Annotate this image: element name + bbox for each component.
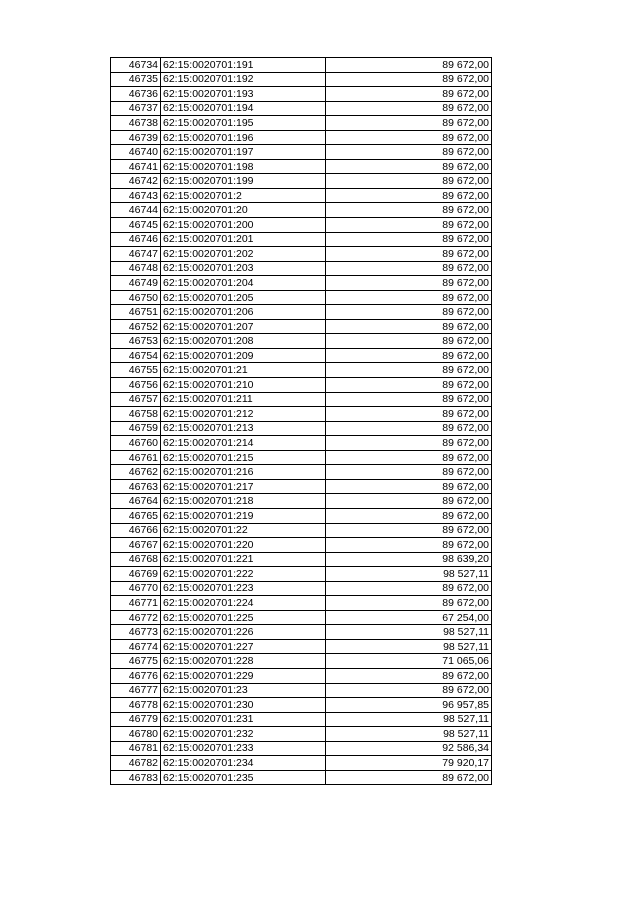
cadastral-number-cell: 62:15:0020701:204 [161,276,326,291]
row-number-cell: 46765 [111,508,161,523]
cadastral-number-cell: 62:15:0020701:223 [161,581,326,596]
cadastral-number-cell: 62:15:0020701:216 [161,465,326,480]
row-number-cell: 46781 [111,741,161,756]
row-number-cell: 46736 [111,87,161,102]
cadastral-number-cell: 62:15:0020701:228 [161,654,326,669]
cadastral-number-cell: 62:15:0020701:23 [161,683,326,698]
row-number-cell: 46742 [111,174,161,189]
cadastral-number-cell: 62:15:0020701:210 [161,378,326,393]
row-number-cell: 46780 [111,727,161,742]
row-number-cell: 46772 [111,610,161,625]
cadastral-value-cell: 98 527,11 [326,639,492,654]
cadastral-value-cell: 89 672,00 [326,363,492,378]
cadastral-number-cell: 62:15:0020701:203 [161,261,326,276]
cadastral-value-cell: 89 672,00 [326,145,492,160]
row-number-cell: 46766 [111,523,161,538]
row-number-cell: 46761 [111,450,161,465]
table-row [111,683,492,698]
cadastral-value-cell: 89 672,00 [326,450,492,465]
table-row [111,567,492,582]
cadastral-value-cell: 89 672,00 [326,232,492,247]
cadastral-value-cell: 89 672,00 [326,523,492,538]
cadastral-value-table [110,57,492,785]
cadastral-value-cell: 89 672,00 [326,218,492,233]
cadastral-value-cell: 89 672,00 [326,188,492,203]
row-number-cell: 46750 [111,290,161,305]
cadastral-number-cell: 62:15:0020701:219 [161,508,326,523]
cadastral-value-cell: 89 672,00 [326,465,492,480]
row-number-cell: 46769 [111,567,161,582]
table-row [111,174,492,189]
row-number-cell: 46768 [111,552,161,567]
row-number-cell: 46748 [111,261,161,276]
cadastral-value-cell: 79 920,17 [326,756,492,771]
table-row [111,232,492,247]
row-number-cell: 46738 [111,116,161,131]
table-row [111,610,492,625]
cadastral-number-cell: 62:15:0020701:205 [161,290,326,305]
table-body [111,58,492,785]
table-row [111,436,492,451]
cadastral-value-cell: 89 672,00 [326,508,492,523]
cadastral-number-cell: 62:15:0020701:206 [161,305,326,320]
row-number-cell: 46746 [111,232,161,247]
cadastral-value-cell: 89 672,00 [326,159,492,174]
table-row [111,58,492,73]
cadastral-number-cell: 62:15:0020701:222 [161,567,326,582]
row-number-cell: 46737 [111,101,161,116]
cadastral-value-cell: 89 672,00 [326,247,492,262]
table-row [111,378,492,393]
cadastral-number-cell: 62:15:0020701:224 [161,596,326,611]
row-number-cell: 46747 [111,247,161,262]
cadastral-value-cell: 98 527,11 [326,625,492,640]
cadastral-value-cell: 89 672,00 [326,305,492,320]
table-row [111,770,492,785]
row-number-cell: 46776 [111,668,161,683]
cadastral-number-cell: 62:15:0020701:22 [161,523,326,538]
table-row [111,319,492,334]
row-number-cell: 46744 [111,203,161,218]
table-row [111,465,492,480]
row-number-cell: 46740 [111,145,161,160]
row-number-cell: 46754 [111,348,161,363]
cadastral-value-cell: 89 672,00 [326,87,492,102]
row-number-cell: 46783 [111,770,161,785]
table-row [111,552,492,567]
cadastral-number-cell: 62:15:0020701:227 [161,639,326,654]
table-row [111,654,492,669]
cadastral-number-cell: 62:15:0020701:194 [161,101,326,116]
row-number-cell: 46774 [111,639,161,654]
cadastral-number-cell: 62:15:0020701:2 [161,188,326,203]
cadastral-value-cell: 89 672,00 [326,436,492,451]
row-number-cell: 46743 [111,188,161,203]
table-row [111,639,492,654]
cadastral-value-cell: 89 672,00 [326,174,492,189]
row-number-cell: 46775 [111,654,161,669]
cadastral-value-cell: 89 672,00 [326,538,492,553]
cadastral-number-cell: 62:15:0020701:218 [161,494,326,509]
row-number-cell: 46753 [111,334,161,349]
row-number-cell: 46739 [111,130,161,145]
cadastral-number-cell: 62:15:0020701:214 [161,436,326,451]
cadastral-value-cell: 89 672,00 [326,348,492,363]
row-number-cell: 46778 [111,698,161,713]
row-number-cell: 46758 [111,407,161,422]
cadastral-number-cell: 62:15:0020701:20 [161,203,326,218]
cadastral-value-cell: 89 672,00 [326,319,492,334]
table-row [111,523,492,538]
table-row [111,407,492,422]
table-row [111,305,492,320]
table-row [111,668,492,683]
cadastral-number-cell: 62:15:0020701:211 [161,392,326,407]
cadastral-number-cell: 62:15:0020701:21 [161,363,326,378]
row-number-cell: 46782 [111,756,161,771]
cadastral-number-cell: 62:15:0020701:212 [161,407,326,422]
table-row [111,596,492,611]
cadastral-number-cell: 62:15:0020701:215 [161,450,326,465]
cadastral-number-cell: 62:15:0020701:234 [161,756,326,771]
row-number-cell: 46749 [111,276,161,291]
row-number-cell: 46771 [111,596,161,611]
cadastral-value-cell: 98 639,20 [326,552,492,567]
row-number-cell: 46779 [111,712,161,727]
table-row [111,290,492,305]
cadastral-value-cell: 89 672,00 [326,421,492,436]
table-row [111,450,492,465]
row-number-cell: 46745 [111,218,161,233]
cadastral-value-cell: 89 672,00 [326,494,492,509]
row-number-cell: 46770 [111,581,161,596]
cadastral-number-cell: 62:15:0020701:200 [161,218,326,233]
cadastral-number-cell: 62:15:0020701:199 [161,174,326,189]
cadastral-value-cell: 89 672,00 [326,683,492,698]
cadastral-value-cell: 89 672,00 [326,101,492,116]
cadastral-number-cell: 62:15:0020701:209 [161,348,326,363]
cadastral-number-cell: 62:15:0020701:191 [161,58,326,73]
table-row [111,712,492,727]
table-row [111,479,492,494]
cadastral-number-cell: 62:15:0020701:232 [161,727,326,742]
cadastral-number-cell: 62:15:0020701:225 [161,610,326,625]
cadastral-value-cell: 98 527,11 [326,727,492,742]
row-number-cell: 46767 [111,538,161,553]
table-row [111,159,492,174]
row-number-cell: 46757 [111,392,161,407]
table-row [111,625,492,640]
cadastral-value-cell: 89 672,00 [326,276,492,291]
cadastral-value-cell: 89 672,00 [326,203,492,218]
cadastral-number-cell: 62:15:0020701:229 [161,668,326,683]
table-row [111,145,492,160]
table-row [111,363,492,378]
cadastral-number-cell: 62:15:0020701:201 [161,232,326,247]
cadastral-value-cell: 89 672,00 [326,581,492,596]
row-number-cell: 46755 [111,363,161,378]
cadastral-value-cell: 89 672,00 [326,116,492,131]
row-number-cell: 46734 [111,58,161,73]
cadastral-number-cell: 62:15:0020701:193 [161,87,326,102]
cadastral-value-cell: 89 672,00 [326,668,492,683]
cadastral-number-cell: 62:15:0020701:202 [161,247,326,262]
row-number-cell: 46756 [111,378,161,393]
row-number-cell: 46773 [111,625,161,640]
cadastral-number-cell: 62:15:0020701:220 [161,538,326,553]
cadastral-value-cell: 71 065,06 [326,654,492,669]
cadastral-number-cell: 62:15:0020701:233 [161,741,326,756]
cadastral-number-cell: 62:15:0020701:196 [161,130,326,145]
table-row [111,116,492,131]
cadastral-number-cell: 62:15:0020701:221 [161,552,326,567]
cadastral-value-cell: 89 672,00 [326,290,492,305]
table-row [111,348,492,363]
cadastral-number-cell: 62:15:0020701:198 [161,159,326,174]
cadastral-value-cell: 89 672,00 [326,58,492,73]
cadastral-value-cell: 98 527,11 [326,567,492,582]
cadastral-number-cell: 62:15:0020701:226 [161,625,326,640]
table-row [111,581,492,596]
table-row [111,392,492,407]
row-number-cell: 46762 [111,465,161,480]
row-number-cell: 46763 [111,479,161,494]
cadastral-value-cell: 89 672,00 [326,261,492,276]
cadastral-number-cell: 62:15:0020701:213 [161,421,326,436]
cadastral-number-cell: 62:15:0020701:208 [161,334,326,349]
cadastral-number-cell: 62:15:0020701:217 [161,479,326,494]
cadastral-value-cell: 89 672,00 [326,407,492,422]
cadastral-value-cell: 67 254,00 [326,610,492,625]
cadastral-value-cell: 92 586,34 [326,741,492,756]
cadastral-value-cell: 98 527,11 [326,712,492,727]
cadastral-value-cell: 89 672,00 [326,770,492,785]
cadastral-value-cell: 89 672,00 [326,334,492,349]
table-row [111,72,492,87]
table-row [111,727,492,742]
table-row [111,538,492,553]
table-row [111,494,492,509]
cadastral-value-cell: 89 672,00 [326,130,492,145]
row-number-cell: 46751 [111,305,161,320]
cadastral-value-cell: 89 672,00 [326,596,492,611]
table-row [111,188,492,203]
table-row [111,698,492,713]
cadastral-number-cell: 62:15:0020701:231 [161,712,326,727]
table-row [111,508,492,523]
table-row [111,101,492,116]
row-number-cell: 46759 [111,421,161,436]
row-number-cell: 46752 [111,319,161,334]
row-number-cell: 46735 [111,72,161,87]
table-row [111,421,492,436]
table-row [111,334,492,349]
cadastral-number-cell: 62:15:0020701:235 [161,770,326,785]
cadastral-value-cell: 89 672,00 [326,378,492,393]
table-row [111,261,492,276]
row-number-cell: 46777 [111,683,161,698]
cadastral-value-cell: 96 957,85 [326,698,492,713]
cadastral-number-cell: 62:15:0020701:230 [161,698,326,713]
table-row [111,276,492,291]
cadastral-number-cell: 62:15:0020701:195 [161,116,326,131]
table-row [111,741,492,756]
table-row [111,247,492,262]
cadastral-number-cell: 62:15:0020701:197 [161,145,326,160]
cadastral-value-cell: 89 672,00 [326,392,492,407]
cadastral-value-cell: 89 672,00 [326,72,492,87]
row-number-cell: 46760 [111,436,161,451]
table-row [111,87,492,102]
cadastral-value-cell: 89 672,00 [326,479,492,494]
row-number-cell: 46741 [111,159,161,174]
table-row [111,203,492,218]
cadastral-number-cell: 62:15:0020701:192 [161,72,326,87]
table-row [111,218,492,233]
table-row [111,130,492,145]
row-number-cell: 46764 [111,494,161,509]
table-row [111,756,492,771]
cadastral-number-cell: 62:15:0020701:207 [161,319,326,334]
